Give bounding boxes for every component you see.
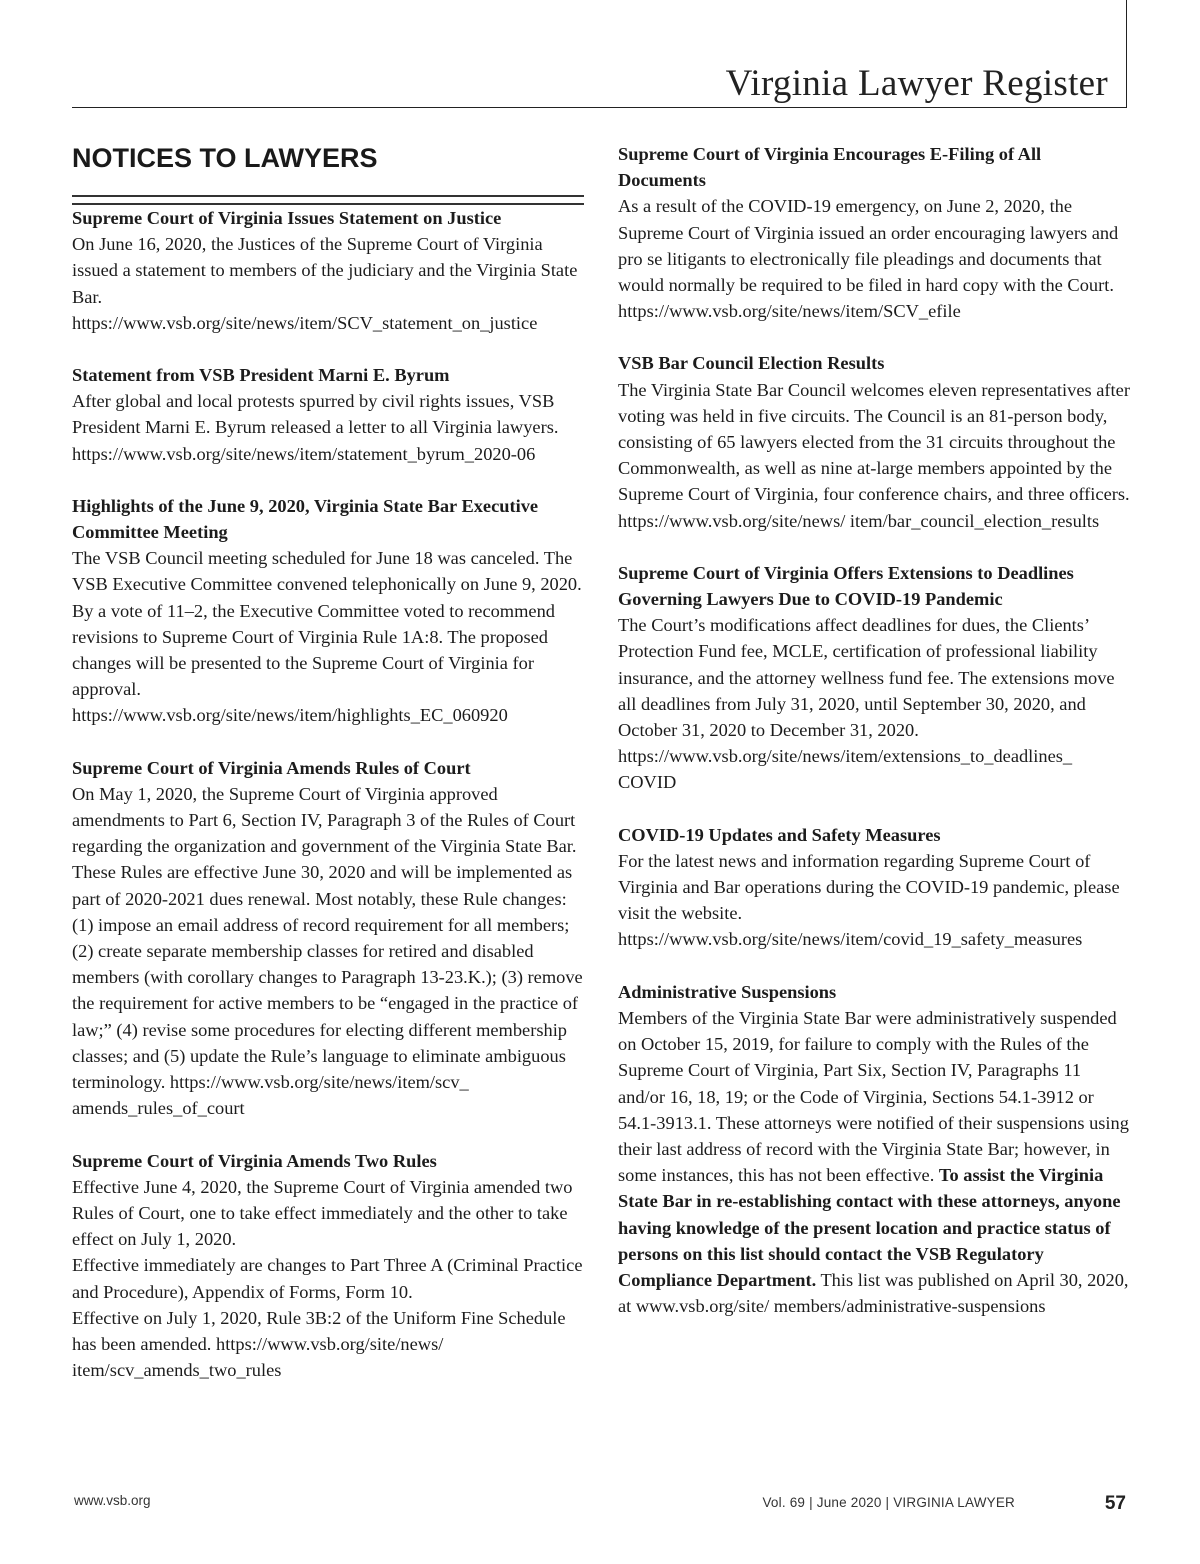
notice-body: Effective on July 1, 2020, Rule 3B:2 of the Uniform Fine Schedule has been amended. https://www.vsb.org/site/news/ item/scv_amends_two_rules xyxy=(72,1307,566,1381)
notice-title: Supreme Court of Virginia Amends Rules of Court xyxy=(72,757,471,778)
footer-issue-info: Vol. 69 | June 2020 | VIRGINIA LAWYER xyxy=(762,1495,1015,1510)
notice-covid-updates xyxy=(618,822,1130,953)
notice-title: VSB Bar Council Election Results xyxy=(618,353,885,374)
header-rule xyxy=(72,107,1127,108)
notice-title: Supreme Court of Virginia Offers Extensions to Deadlines Governing Lawyers Due to COVID-19 Pandemic xyxy=(618,562,1074,610)
notice-body: The Virginia State Bar Council welcomes eleven representatives after voting was held in five circuits. The Council is an 81-person body, consisting of 65 lawyers elected from the 31 circuits throughout the Commonwealth, as well as nine at-large members appointed by the Supreme Court of Virginia, four conference chairs, and three officers. https://www.vsb.org/site/news/ item/bar_council_election_results xyxy=(618,379,1130,531)
notice-bar-council-election xyxy=(618,350,1130,533)
notice-body: As a result of the COVID-19 emergency, on June 2, 2020, the Supreme Court of Virginia issued an order encouraging lawyers and pro se litigants to electronically file pleadings and documents that would normally be required to be filed in hard copy with the Court. https://www.vsb.org/site/news/item/SCV_efile xyxy=(618,196,1119,322)
notice-body: Effective immediately are changes to Part Three A (Criminal Practice and Procedure), Appendix of Forms, Form 10. xyxy=(72,1255,583,1302)
notice-link[interactable]: https://www.vsb.org/site/news/item/SCV_statement_on_justice xyxy=(72,312,538,333)
notice-bold-instruction: To assist the Virginia State Bar in re-establishing contact with these attorneys, anyone having knowledge of the present location and practice status of persons on this list should contact the VSB Regulatory Compliance Department. xyxy=(618,1165,1121,1290)
notice-statement-on-justice xyxy=(72,205,584,336)
notice-title: Supreme Court of Virginia Amends Two Rules xyxy=(72,1150,437,1171)
notice-title: Supreme Court of Virginia Issues Statement on Justice xyxy=(72,208,502,228)
right-column xyxy=(618,141,1130,1345)
notice-body: The VSB Council meeting scheduled for June 18 was canceled. The VSB Executive Committee convened telephonically on June 9, 2020. By a vote of 11–2, the Executive Committee voted to recommend revisions to Supreme Court of Virginia Rule 1A:8. The proposed changes will be presented to the Supreme Court of Virginia for approval. xyxy=(72,548,582,700)
publication-title: Virginia Lawyer Register xyxy=(725,63,1108,104)
notice-body: After global and local protests spurred by civil rights issues, VSB President Marni E. Byrum released a letter to all Virginia lawyers. xyxy=(72,391,559,438)
notice-body xyxy=(618,1005,1130,1319)
notice-body: On June 16, 2020, the Justices of the Supreme Court of Virginia issued a statement to members of the judiciary and the Virginia State Bar. xyxy=(72,234,578,307)
notice-body-text: Members of the Virginia State Bar were administratively suspended on October 15, 2019, for failure to comply with the Rules of the Supreme Court of Virginia, Part Six, Section IV, Paragraphs 11 and/or 16, 18, 19; or the Code of Virginia, Sections 54.1-3912 or 54.1-3913.1. These attorneys were notified of their suspensions using their last address of record with the Virginia State Bar; however, in some instances, this has not been effective. xyxy=(618,1007,1129,1186)
section-title: NOTICES TO LAWYERS xyxy=(72,143,378,173)
notice-title: Highlights of the June 9, 2020, Virginia State Bar Executive Committee Meeting xyxy=(72,495,539,543)
notice-president-statement xyxy=(72,362,584,467)
notice-deadline-extensions xyxy=(618,560,1130,796)
notice-link[interactable]: https://www.vsb.org/site/news/item/highlights_EC_060920 xyxy=(72,705,508,726)
notice-link[interactable]: https://www.vsb.org/site/news/item/covid_19_safety_measures xyxy=(618,929,1083,950)
notice-body: On May 1, 2020, the Supreme Court of Virginia approved amendments to Part 6, Section IV, Paragraph 3 of the Rules of Court regarding the organization and government of the Virginia State Bar. These Rules are effective June 30, 2020 and will be implemented as part of 2020-2021 dues renewal. Most notably, these Rule changes: (1) impose an email address of record requirement for all members; (2) create separate membership classes for retired and disabled members (with corollary changes to Paragraph 13-23.K.); (3) remove the requirement for active members to be “engaged in the practice of law;” (4) revise some procedures for electing different membership classes; and (5) update the Rule’s language to eliminate ambiguous terminology. https://www.vsb.org/site/news/item/scv_ amends_rules_of_court xyxy=(72,783,583,1119)
footer-website[interactable]: www.vsb.org xyxy=(74,1493,151,1508)
notice-body-text: This list was published on April 30, 2020, at www.vsb.org/site/ members/administrative-suspensions xyxy=(618,1269,1129,1317)
notice-e-filing xyxy=(618,141,1130,324)
section-double-rule xyxy=(72,195,584,205)
notice-administrative-suspensions xyxy=(618,979,1130,1320)
notice-title: Statement from VSB President Marni E. Byrum xyxy=(72,365,450,386)
notice-amends-two-rules xyxy=(72,1148,584,1384)
notice-link[interactable]: https://www.vsb.org/site/news/item/extensions_to_deadlines_ COVID xyxy=(618,746,1073,793)
notice-body: The Court’s modifications affect deadlines for dues, the Clients’ Protection Fund fee, MCLE, certification of professional liability insurance, and the attorney wellness fund fee. The extensions move all deadlines from July 31, 2020, until September 30, 2020, and October 31, 2020 to December 31, 2020. xyxy=(618,615,1115,741)
header-vertical-rule xyxy=(1126,0,1127,108)
notice-body: For the latest news and information regarding Supreme Court of Virginia and Bar operations during the COVID-19 pandemic, please visit the website. xyxy=(618,850,1120,924)
notice-link[interactable]: https://www.vsb.org/site/news/item/statement_byrum_2020-06 xyxy=(72,443,536,464)
left-column xyxy=(72,141,584,1409)
notice-executive-committee-highlights xyxy=(72,493,584,729)
notice-title: Administrative Suspensions xyxy=(618,981,837,1002)
notice-amends-rules-of-court xyxy=(72,755,584,1122)
notice-title: Supreme Court of Virginia Encourages E-Filing of All Documents xyxy=(618,144,1042,191)
notice-body: Effective June 4, 2020, the Supreme Court of Virginia amended two Rules of Court, one to take effect immediately and the other to take effect on July 1, 2020. xyxy=(72,1176,573,1250)
page-number: 57 xyxy=(1104,1493,1126,1514)
notice-title: COVID-19 Updates and Safety Measures xyxy=(618,824,941,845)
